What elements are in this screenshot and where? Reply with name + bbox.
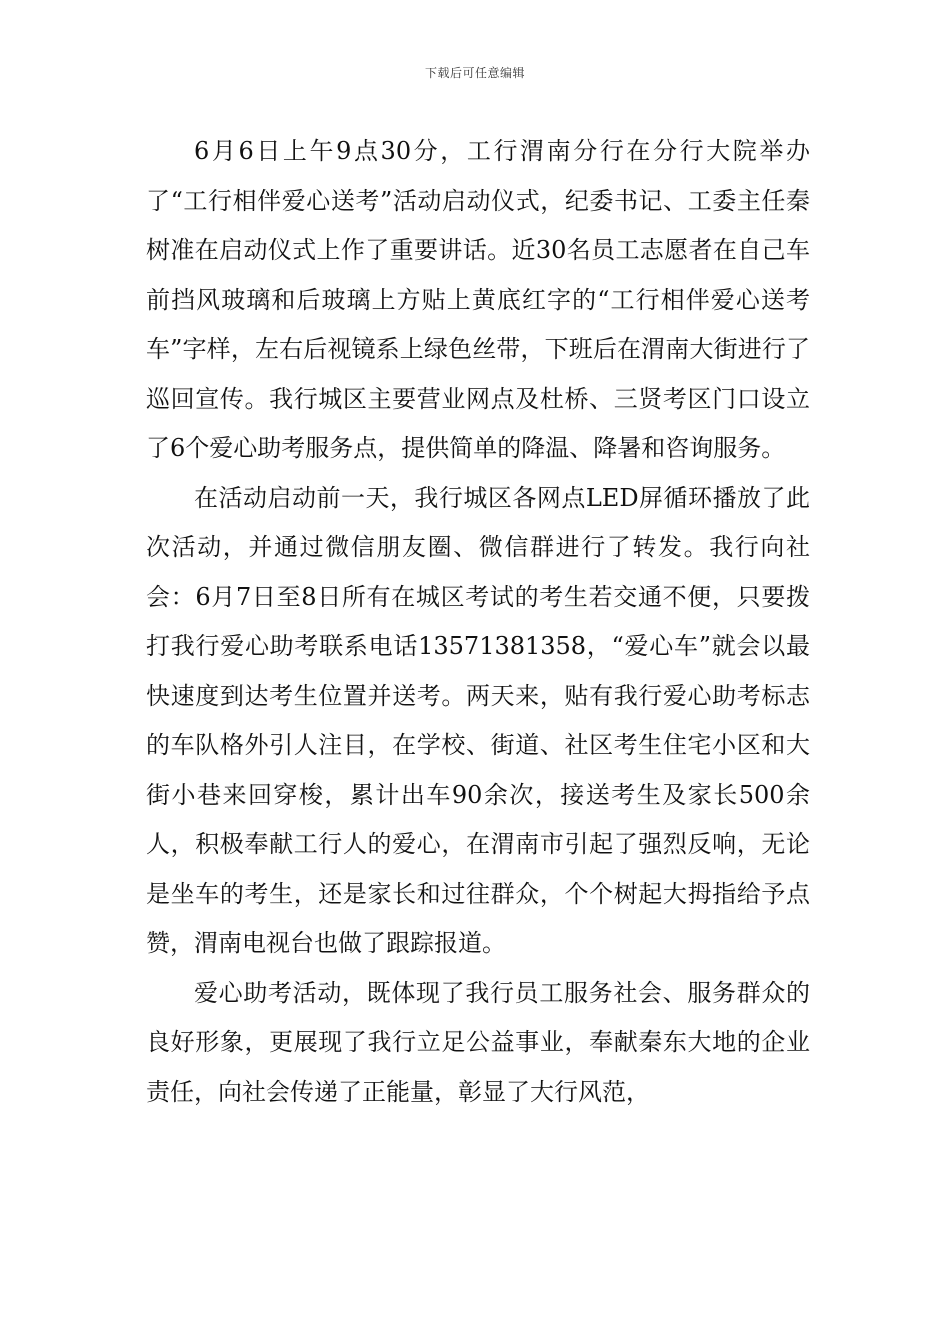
page-header: 下载后可任意编辑 (424, 66, 525, 80)
document-body (146, 127, 810, 1117)
paragraph-3: 爱心助考活动，既体现了我行员工服务社会、服务群众的良好形象，更展现了我行立足公益事业，奉献秦东大地的企业责任，向社会传递了正能量，彰显了大行风范， (146, 978, 810, 1106)
paragraph-1: 6月6日上午9点30分，工行渭南分行在分行大院举办了“工行相伴爱心送考”活动启动仪式，纪委书记、工委主任秦树准在启动仪式上作了重要讲话。近30名员工志愿者在自己车前挡风玻璃和后玻璃上方贴上黄底红字的“工行相伴爱心送考车”字样，左右后视镜系上绿色丝带，下班后在渭南大街进行了巡回宣传。我行城区主要营业网点及杜桥、三贤考区门口设立了6个爱心助考服务点，提供简单的降温、降暑和咨询服务。 (146, 137, 810, 462)
paragraph-2: 在活动启动前一天，我行城区各网点LED屏循环播放了此次活动，并通过微信朋友圈、微信群进行了转发。我行向社会：6月7日至8日所有在城区考试的考生若交通不便，只要拨打我行爱心助考联系电话13571381358，“爱心车”就会以最快速度到达考生位置并送考。两天来，贴有我行爱心助考标志的车队格外引人注目，在学校、街道、社区考生住宅小区和大街小巷来回穿梭，累计出车90余次，接送考生及家长500余人，积极奉献工行人的爱心，在渭南市引起了强烈反响，无论是坐车的考生，还是家长和过往群众，个个树起大拇指给予点赞，渭南电视台也做了跟踪报道。 (146, 483, 810, 957)
